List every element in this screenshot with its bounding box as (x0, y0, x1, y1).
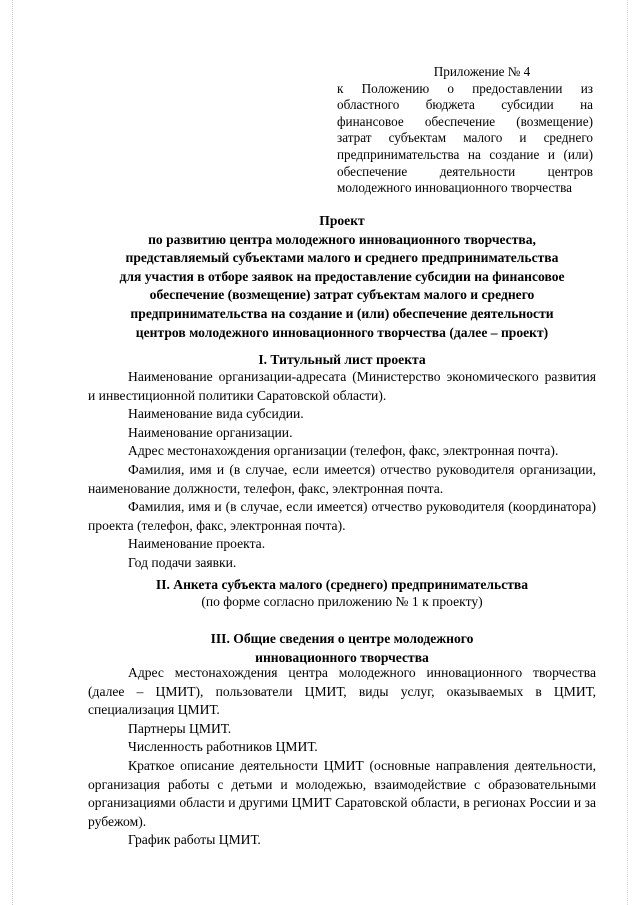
appendix-block (337, 64, 593, 197)
section3-title-line: III. Общие сведения о центре молодежного (210, 631, 474, 646)
heading-line: центров молодежного инновационного творчества (далее – проект) (135, 324, 549, 340)
section3-title-line: инновационного творчества (255, 649, 429, 665)
heading-line: предпринимательства на создание и (или) обеспечение деятельности (130, 305, 554, 321)
section2-title: II. Анкета субъекта малого (среднего) предпринимательства (155, 577, 529, 592)
paragraph: Адрес местонахождения организации (телефон, факс, электронная почта). (128, 443, 559, 459)
appendix-title: Приложение № 4 (433, 64, 531, 79)
heading-line: по развитию центра молодежного инновационного творчества, (148, 231, 536, 247)
paragraph: Год подачи заявки. (128, 554, 237, 570)
section1-body (88, 368, 596, 573)
paragraph: Фамилия, имя и (в случае, если имеется) отчество руководителя организации, наименование должности, телефон, факс, электронная почта. (88, 461, 596, 496)
section2-subtitle: (по форме согласно приложению № 1 к проекту) (201, 594, 483, 609)
paragraph: Адрес местонахождения центра молодежного инновационного творчества (далее – ЦМИТ), пользователи ЦМИТ, виды услуг, оказываемых в ЦМИТ, специализация ЦМИТ. (88, 665, 596, 718)
paragraph: График работы ЦМИТ. (128, 832, 261, 848)
paragraph: Численность работников ЦМИТ. (128, 739, 318, 755)
paragraph: Партнеры ЦМИТ. (128, 720, 232, 736)
appendix-text: к Положению о предоставлении из областного бюджета субсидии на финансовое обеспечение (возмещение) затрат субъектам малого и среднего предпринимательства на создание и (или) обеспечение деятельности центров молодежного инновационного творчества (337, 80, 593, 196)
page-edge-right (627, 0, 629, 905)
section3-title (88, 630, 596, 667)
heading-line: для участия в отборе заявок на предоставление субсидии на финансовое (119, 268, 565, 284)
paragraph: Наименование организации. (128, 424, 293, 440)
section3-body (88, 664, 596, 850)
paragraph: Фамилия, имя и (в случае, если имеется) отчество руководителя (координатора) проекта (телефон, факс, электронная почта). (88, 499, 596, 533)
section1-title: I. Титульный лист проекта (258, 352, 426, 367)
paragraph: Наименование вида субсидии. (128, 406, 304, 422)
heading-line: представляемый субъектами малого и среднего предпринимательства (125, 250, 559, 266)
heading-line: обеспечение (возмещение) затрат субъектам малого и среднего (149, 287, 535, 303)
page-edge-left (12, 0, 14, 905)
paragraph: Краткое описание деятельности ЦМИТ (основные направления деятельности, организация работы с детьми и молодежью, взаимодействие с образовательными организациями области и другими ЦМИТ Саратовской области, в регионах России и за рубежом). (88, 757, 596, 829)
document-heading (88, 212, 596, 342)
paragraph: Наименование проекта. (128, 536, 266, 552)
heading-line: Проект (319, 213, 365, 228)
paragraph: Наименование организации-адресата (Министерство экономического развития и инвестиционной политики Саратовской области). (88, 369, 596, 403)
